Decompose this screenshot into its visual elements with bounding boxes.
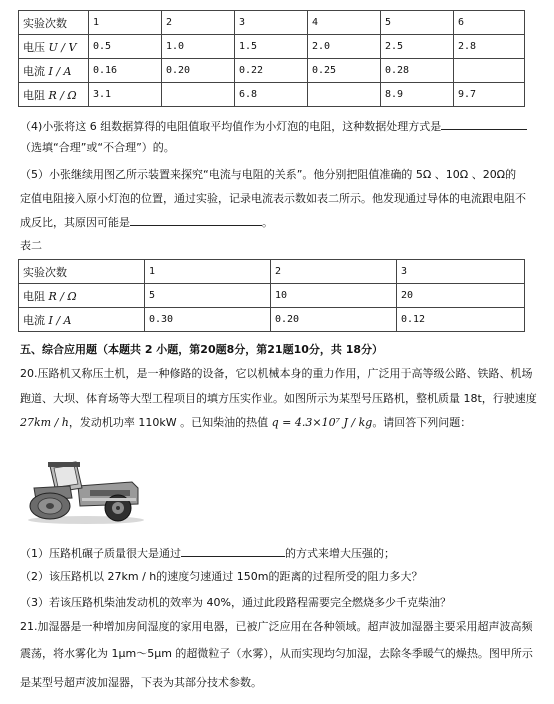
speed-value: 27km / h — [20, 416, 69, 429]
row-label — [19, 59, 89, 83]
table-cell: 1.0 — [162, 35, 235, 59]
table-cell: 10 — [271, 284, 397, 308]
q21-line-1: 21.加湿器是一种增加房间湿度的家用电器，已被广泛应用在各种领域。超声波加湿器主要采用超声波高频 — [20, 620, 533, 633]
table-cell — [162, 83, 235, 107]
table-cell: 0.20 — [162, 59, 235, 83]
table-row — [19, 260, 525, 284]
table-cell: 0.5 — [89, 35, 162, 59]
table-row — [19, 308, 525, 332]
data-table-1 — [18, 10, 525, 107]
q20-sub-1 — [20, 545, 542, 562]
answer-blank[interactable] — [441, 118, 527, 130]
table-cell: 2 — [271, 260, 397, 284]
q20-sub-3: （3）若该压路机柴油发动机的效率为 40%，通过此段路程需要完全燃烧多少千克柴油？ — [20, 596, 451, 609]
table-cell: 0.20 — [271, 308, 397, 332]
answer-blank[interactable] — [181, 545, 285, 557]
q20-sub1-text: 的方式来增大压强的； — [285, 547, 395, 560]
q20-line-3 — [20, 415, 542, 431]
row-label: 实验次数 — [19, 11, 89, 35]
q20-text: ，发动机功率 110kW 。已知柴油的热值 — [68, 416, 272, 429]
section-heading: 五、综合应用题（本题共 2 小题，第20题8分，第21题10分，共 18分） — [20, 343, 384, 356]
table-cell: 3 — [235, 11, 308, 35]
table-cell: 20 — [397, 284, 525, 308]
table-cell: 3.1 — [89, 83, 162, 107]
q5-line-2: 定值电阻接入原小灯泡的位置，通过实验，记录电流表示数如表二所示。他发现通过导体的电流跟电阻不 — [20, 192, 526, 205]
table-row — [19, 11, 525, 35]
row-label-text: 电流 — [23, 313, 45, 327]
q4-line-2: （选填“合理”或“不合理”）的。 — [20, 141, 175, 154]
table-cell: 8.9 — [381, 83, 454, 107]
q5-text: 成反比，其原因可能是 — [20, 216, 130, 229]
q20-sub-2: （2）该压路机以 27km / h的速度匀速通过 150m的距离的过程所受的阻力多大？ — [20, 570, 423, 583]
row-label-text: 电压 — [23, 40, 45, 54]
row-label-symbol: R / Ω — [48, 289, 77, 303]
row-label-text: 电阻 — [23, 88, 45, 102]
row-label-symbol: I / A — [48, 64, 72, 78]
table-cell: 1 — [145, 260, 271, 284]
table-cell: 1 — [89, 11, 162, 35]
table-cell: 5 — [145, 284, 271, 308]
q20-line-1: 20.压路机又称压土机，是一种修路的设备，它以机械本身的重力作用，广泛用于高等级公路、铁路、机场 — [20, 367, 533, 380]
table-cell: 6 — [454, 11, 525, 35]
row-label — [19, 35, 89, 59]
row-label-text: 电阻 — [23, 289, 45, 303]
table-row — [19, 35, 525, 59]
row-label: 实验次数 — [19, 260, 145, 284]
answer-blank[interactable] — [130, 214, 262, 226]
q4-line-1 — [20, 118, 542, 135]
row-label-symbol: I / A — [48, 313, 72, 327]
table-cell: 2.0 — [308, 35, 381, 59]
row-label — [19, 308, 145, 332]
table-cell: 0.12 — [397, 308, 525, 332]
row-label — [19, 83, 89, 107]
q5-line-1: （5）小张继续用图乙所示装置来探究“电流与电阻的关系”。他分别把阻值准确的 5Ω 、10Ω 、20Ω的 — [20, 168, 517, 181]
q20-sub1-text: （1）压路机碾子质量很大是通过 — [20, 547, 181, 560]
table-cell: 0.30 — [145, 308, 271, 332]
table-cell: 0.25 — [308, 59, 381, 83]
heat-value-formula: q = 4.3×10⁷ J / kg — [271, 416, 373, 429]
table-cell — [454, 59, 525, 83]
table-cell: 0.22 — [235, 59, 308, 83]
row-label-text: 电流 — [23, 64, 45, 78]
table-row — [19, 284, 525, 308]
table-row — [19, 59, 525, 83]
road-roller-image — [20, 452, 148, 526]
table-cell: 2.8 — [454, 35, 525, 59]
table-cell: 3 — [397, 260, 525, 284]
table2-title: 表二 — [20, 239, 42, 252]
table-cell: 5 — [381, 11, 454, 35]
table-row — [19, 83, 525, 107]
table-cell: 9.7 — [454, 83, 525, 107]
table-cell — [308, 83, 381, 107]
table-cell: 1.5 — [235, 35, 308, 59]
table-cell: 2.5 — [381, 35, 454, 59]
row-label-symbol: U / V — [48, 40, 77, 54]
table-cell: 2 — [162, 11, 235, 35]
table-cell: 0.28 — [381, 59, 454, 83]
table-cell: 6.8 — [235, 83, 308, 107]
row-label-symbol: R / Ω — [48, 88, 77, 102]
q5-line-3: 成反比，其原因可能是 。 — [20, 216, 273, 229]
data-table-2 — [18, 259, 525, 332]
q4-text: （4)小张将这 6 组数据算得的电阻值取平均值作为小灯泡的电阻，这种数据处理方式是 — [20, 120, 442, 133]
q21-line-2: 震荡，将水雾化为 1μm～5μm 的超微粒子（水雾），从而实现均匀加湿，去除冬季暖气的燥热。图甲所示 — [20, 647, 533, 660]
q21-line-3: 是某型号超声波加湿器，下表为其部分技术参数。 — [20, 676, 262, 689]
q20-text: 。请回答下列问题： — [372, 416, 472, 429]
table-cell: 0.16 — [89, 59, 162, 83]
row-label — [19, 284, 145, 308]
q20-line-2: 跑道、大坝、体育场等大型工程项目的填方压实作业。如图所示为某型号压路机，整机质量 18t，行驶速度 — [20, 392, 537, 405]
table-cell: 4 — [308, 11, 381, 35]
